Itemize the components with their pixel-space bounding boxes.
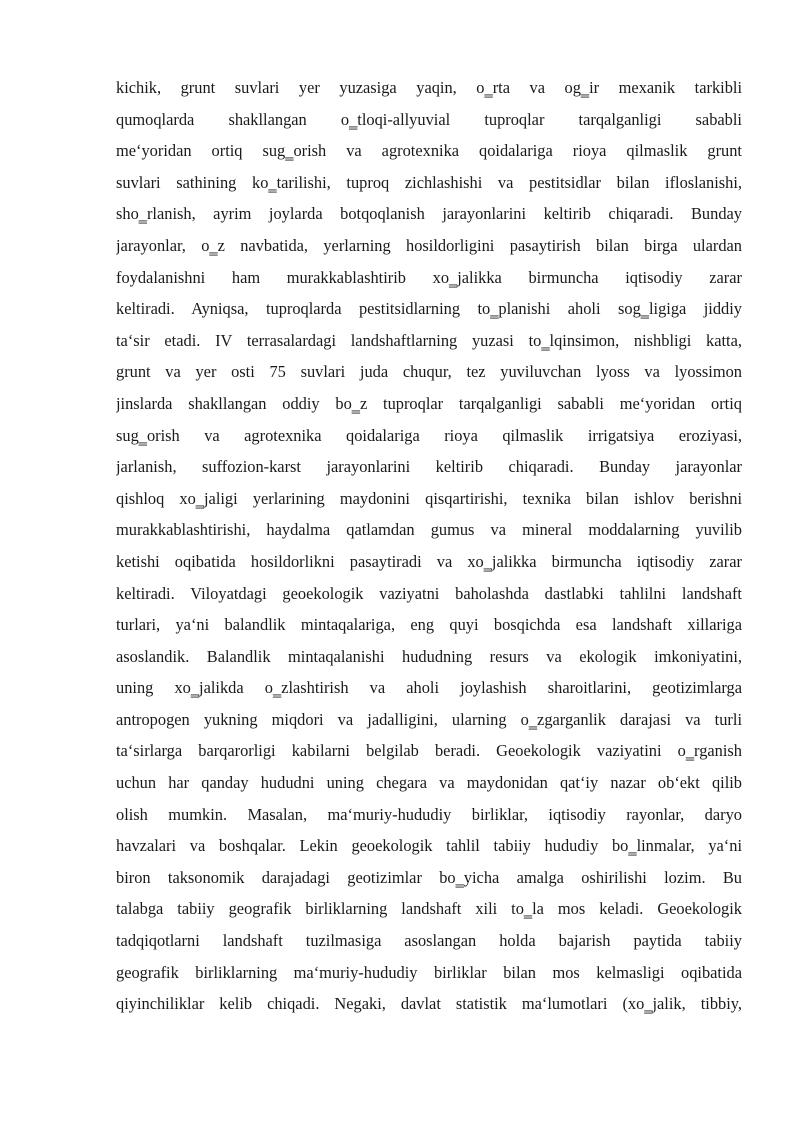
text-line: antropogen yukning miqdori va jadalligini, ularning o‗zgarganlik darajasi va turli (116, 709, 742, 729)
text-line: kichik, grunt suvlari yer yuzasiga yaqin, o‗rta va og‗ir mexanik tarkibli (116, 78, 742, 97)
text-line: uchun har qanday hududni uning chegara va maydonidan qat‘iy nazar ob‘ekt qilib (116, 773, 742, 793)
text-line: ta‘sirlarga barqarorligi kabilarni belgilab beradi. Geoekologik vaziyatini o‗rganish (116, 741, 742, 761)
text-line: murakkablashtirishi, haydalma qatlamdan gumus va mineral moddalarning yuvilib (116, 520, 742, 540)
text-line: turlari, ya‘ni balandlik mintaqalariga, eng quyi bosqichda esa landshaft xillariga (116, 615, 742, 635)
text-line: jarlanish, suffozion-karst jarayonlarini keltirib chiqaradi. Bunday jarayonlar (116, 457, 742, 477)
text-line: jarayonlar, o‗z navbatida, yerlarning hosildorligini pasaytirish bilan birga ulardan (116, 235, 742, 255)
text-line: tadqiqotlarni landshaft tuzilmasiga asoslangan holda bajarish paytida tabiiy (116, 931, 742, 951)
document-body (116, 72, 742, 1020)
text-line: biron taksonomik darajadagi geotizimlar bo‗yicha amalga oshirilishi lozim. Bu (116, 867, 742, 887)
text-line: ta‘sir etadi. IV terrasalardagi landshaftlarning yuzasi to‗lqinsimon, nishbligi katta, (116, 330, 742, 350)
text-line: grunt va yer osti 75 suvlari juda chuqur, tez yuviluvchan lyoss va lyossimon (116, 362, 742, 382)
text-line: geografik birliklarning ma‘muriy-hududiy birliklar bilan mos kelmasligi oqibatida (116, 962, 742, 982)
text-line: sug‗orish va agrotexnika qoidalariga rioya qilmaslik irrigatsiya eroziyasi, (116, 425, 742, 445)
text-line: keltiradi. Viloyatdagi geoekologik vaziyatni baholashda dastlabki tahlilni landshaft (116, 583, 742, 603)
text-line: jinslarda shakllangan oddiy bo‗z tuproqlar tarqalganligi sababli me‘yoridan ortiq (116, 393, 742, 413)
text-line: havzalari va boshqalar. Lekin geoekologik tahlil tabiiy hududiy bo‗linmalar, ya‘ni (116, 836, 742, 856)
text-line: sho‗rlanish, ayrim joylarda botqoqlanish jarayonlarini keltirib chiqaradi. Bunday (116, 204, 742, 224)
text-line: olish mumkin. Masalan, ma‘muriy-hududiy birliklar, iqtisodiy rayonlar, daryo (116, 804, 742, 824)
text-line: uning xo‗jalikda o‗zlashtirish va aholi joylashish sharoitlarini, geotizimlarga (116, 678, 742, 698)
text-line: talabga tabiiy geografik birliklarning landshaft xili to‗la mos keladi. Geoekologik (116, 899, 742, 919)
text-line: foydalanishni ham murakkablashtirib xo‗jalikka birmuncha iqtisodiy zarar (116, 267, 742, 287)
text-line: ketishi oqibatida hosildorlikni pasaytiradi va xo‗jalikka birmuncha iqtisodiy zarar (116, 551, 742, 571)
text-line: keltiradi. Ayniqsa, tuproqlarda pestitsidlarning to‗planishi aholi sog‗ligiga jiddiy (116, 299, 742, 319)
text-line: qishloq xo‗jaligi yerlarining maydonini qisqartirishi, texnika bilan ishlov berishni (116, 488, 742, 508)
text-line: qumoqlarda shakllangan o‗tloqi-allyuvial tuproqlar tarqalganligi sababli (116, 109, 742, 129)
text-line: qiyinchiliklar kelib chiqadi. Negaki, davlat statistik ma‘lumotlari (xo‗jalik, tibbiy, (116, 994, 742, 1014)
text-line: asoslandik. Balandlik mintaqalanishi hududning resurs va ekologik imkoniyatini, (116, 646, 742, 666)
text-line: me‘yoridan ortiq sug‗orish va agrotexnika qoidalariga rioya qilmaslik grunt (116, 141, 742, 161)
text-line: suvlari sathining ko‗tarilishi, tuproq zichlashishi va pestitsidlar bilan ifloslanishi, (116, 172, 742, 192)
